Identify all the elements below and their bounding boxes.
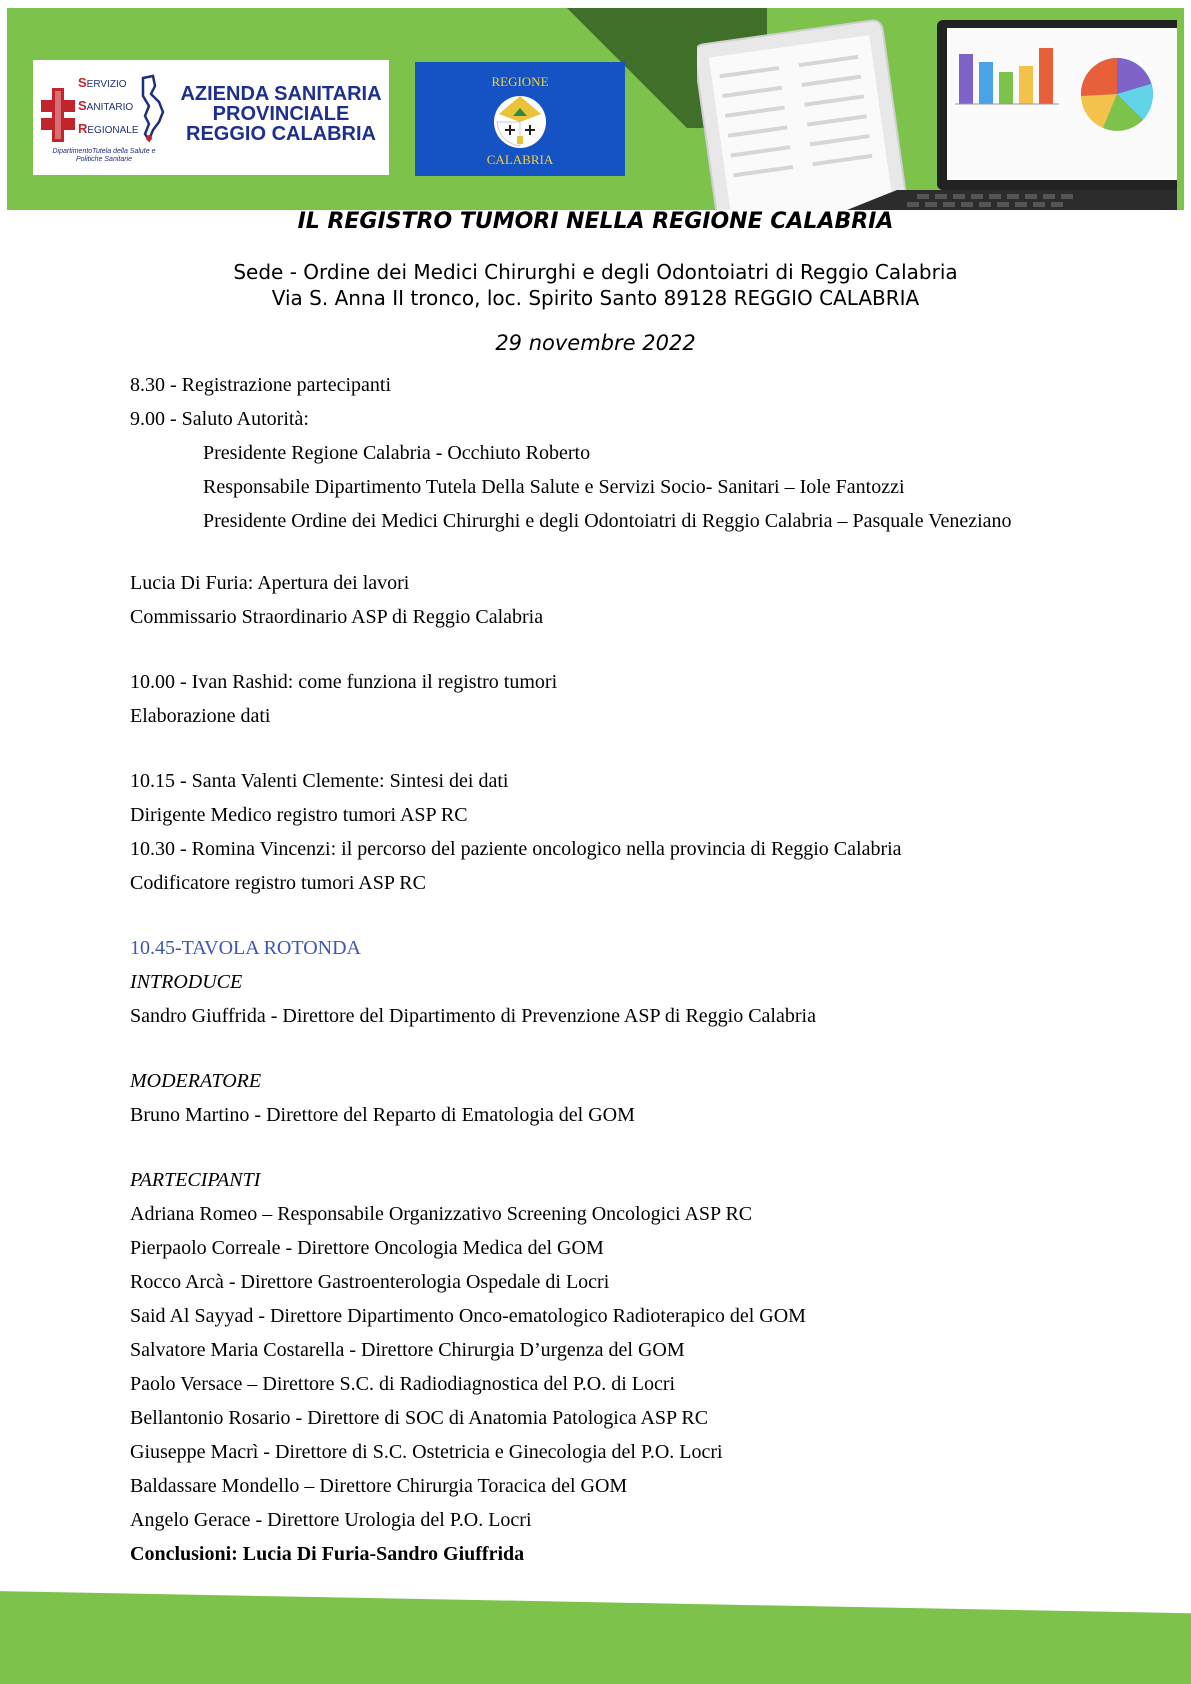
page-title: IL REGISTRO TUMORI NELLA REGIONE CALABRIA xyxy=(297,209,894,234)
introduce-label: INTRODUCE xyxy=(130,971,243,993)
conclusions: Conclusioni: Lucia Di Furia-Sandro Giuffrida xyxy=(130,1543,525,1565)
talk-1: 10.00 - Ivan Rashid: come funziona il registro tumori xyxy=(130,671,558,693)
dept-text: DipartimentoTutela della Salute e Politiche Sanitarie xyxy=(52,148,156,163)
moderator: Bruno Martino - Direttore del Reparto di Ematologia del GOM xyxy=(130,1104,635,1126)
greeting-item-1: Presidente Regione Calabria - Occhiuto Roberto xyxy=(203,442,591,464)
venue-line-2: Via S. Anna II tronco, loc. Spirito Santo 89128 REGGIO CALABRIA xyxy=(271,286,920,310)
red-cross-icon xyxy=(39,86,77,144)
introducer: Sandro Giuffrida - Direttore del Dipartimento di Prevenzione ASP di Reggio Calabria xyxy=(130,1005,816,1027)
talk-2-role: Dirigente Medico registro tumori ASP RC xyxy=(130,804,468,826)
opening-line: Lucia Di Furia: Apertura dei lavori xyxy=(130,572,410,594)
venue xyxy=(0,259,1191,311)
regione-calabria-logo xyxy=(415,62,625,176)
greeting-item-3: Presidente Ordine dei Medici Chirurghi e degli Odontoiatri di Reggio Calabria – Pasquale Veneziano xyxy=(203,510,1012,532)
region-logo-line2: CALABRIA xyxy=(486,152,554,167)
calabria-map-icon xyxy=(139,74,167,144)
greeting-item-2: Responsabile Dipartimento Tutela Della Salute e Servizi Socio- Sanitari – Iole Fantozzi xyxy=(203,476,905,498)
asp-logo xyxy=(33,60,389,175)
region-logo-line1: REGIONE xyxy=(491,74,549,89)
participant-item: Said Al Sayyad - Direttore Dipartimento Onco-ematologico Radioterapico del GOM xyxy=(130,1305,806,1327)
venue-line-1: Sede - Ordine dei Medici Chirurghi e degli Odontoiatri di Reggio Calabria xyxy=(233,260,958,284)
talk-3-role: Codificatore registro tumori ASP RC xyxy=(130,872,426,894)
footer-band xyxy=(0,1583,1191,1684)
participant-item: Pierpaolo Correale - Direttore Oncologia Medica del GOM xyxy=(130,1237,604,1259)
greetings-line: 9.00 - Saluto Autorità: xyxy=(130,408,309,430)
event-date: 29 novembre 2022 xyxy=(495,331,696,355)
participant-item: Salvatore Maria Costarella - Direttore Chirurgia D’urgenza del GOM xyxy=(130,1339,685,1361)
participant-item: Rocco Arcà - Direttore Gastroenterologia Ospedale di Locri xyxy=(130,1271,610,1293)
asp-name: AZIENDA SANITARIA PROVINCIALE REGGIO CALABRIA xyxy=(180,83,382,145)
moderator-label: MODERATORE xyxy=(130,1070,262,1092)
participant-item: Baldassare Mondello – Direttore Chirurgia Toracica del GOM xyxy=(130,1475,628,1497)
talk-3: 10.30 - Romina Vincenzi: il percorso del paziente oncologico nella provincia di Reggio Calabria xyxy=(130,838,902,860)
laptop-chart-illustration xyxy=(697,14,1177,210)
ssr-text: SERVIZIO SANITARIO REGIONALE xyxy=(78,75,139,136)
talk-1-role: Elaborazione dati xyxy=(130,705,271,727)
participants-label: PARTECIPANTI xyxy=(130,1169,261,1191)
participant-item: Adriana Romeo – Responsabile Organizzativo Screening Oncologici ASP RC xyxy=(130,1203,753,1225)
talk-2: 10.15 - Santa Valenti Clemente: Sintesi dei dati xyxy=(130,770,509,792)
round-table-heading: 10.45-TAVOLA ROTONDA xyxy=(130,937,361,959)
region-emblem-icon xyxy=(489,92,551,150)
participant-item: Angelo Gerace - Direttore Urologia del P.O. Locri xyxy=(130,1509,532,1531)
registration-line: 8.30 - Registrazione partecipanti xyxy=(130,374,392,396)
participant-item: Bellantonio Rosario - Direttore di SOC di Anatomia Patologica ASP RC xyxy=(130,1407,709,1429)
opening-role: Commissario Straordinario ASP di Reggio Calabria xyxy=(130,606,544,628)
participant-item: Giuseppe Macrì - Direttore di S.C. Ostetricia e Ginecologia del P.O. Locri xyxy=(130,1441,723,1463)
participant-item: Paolo Versace – Direttore S.C. di Radiodiagnostica del P.O. di Locri xyxy=(130,1373,676,1395)
